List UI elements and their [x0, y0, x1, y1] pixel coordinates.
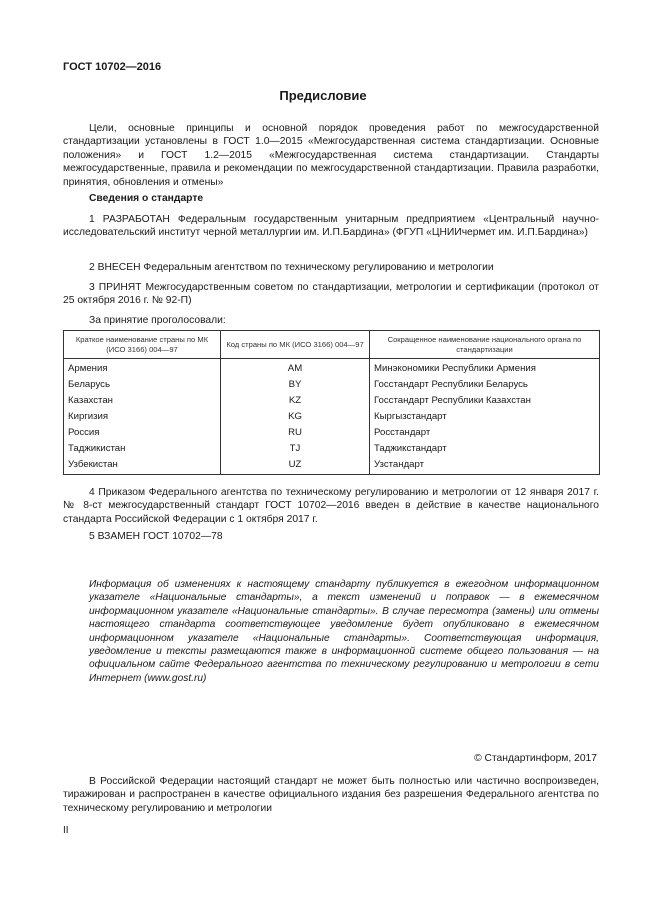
- agency-cell: Росстандарт: [370, 425, 600, 441]
- item-replaces: 5 ВЗАМЕН ГОСТ 10702—78: [89, 531, 223, 542]
- code-cell: TJ: [221, 441, 370, 457]
- item-adopted: 3 ПРИНЯТ Межгосударственным советом по стандартизации, метрологии и сертификации (протокол от 25 октября 2016 г. № 92-П): [63, 282, 599, 307]
- country-cell: Казахстан: [64, 393, 221, 409]
- agency-cell: Кыргызстандарт: [370, 409, 600, 425]
- intro-paragraph: Цели, основные принципы и основной порядок проведения работ по межгосударственной стандартизации установлены в ГОСТ 1.0—2015 «Межгосударственная система стандартизации. Основные положения» и ГОСТ 1.2—2015 «Межгосударственная система стандартизации. Стандарты межгосударственные, правила и рекомендации по межгосударственной стандартизации. Правила разработки, принятия, обновления и отмены»: [63, 123, 599, 188]
- item-enacted: 4 Приказом Федерального агентства по техническому регулированию и метрологии от 12 января 2017 г. № 8-ст межгосударственный стандарт ГОСТ 10702—2016 введен в действие в качестве национального стандарта Российской Федерации с 1 октября 2017 г.: [63, 487, 599, 525]
- info-note: Информация об изменениях к настоящему стандарту публикуется в ежегодном информационном указателе «Национальные стандарты», а текст изменений и поправок — в ежемесячном информационном указателе «Национальные стандарты». В случае пересмотра (замены) или отмены настоящего стандарта соответствующее уведомление будет опубликовано в ежемесячном информационном указателе «Национальные стандарты». Соответствующая информация, уведомление и тексты размещаются также в информационной системе общего пользования — на официальном сайте Федерального агентства по техническому регулированию и метрологии в сети Интернет (www.gost.ru): [89, 579, 599, 684]
- table-row: [64, 409, 600, 425]
- table-row: [64, 393, 600, 409]
- code-cell: AM: [221, 359, 370, 378]
- page-title: Предисловие: [279, 88, 367, 103]
- agency-cell: Госстандарт Республики Казахстан: [370, 393, 600, 409]
- country-cell: Беларусь: [64, 377, 221, 393]
- code-cell: KZ: [221, 393, 370, 409]
- table-header-row: [64, 331, 600, 359]
- country-cell: Россия: [64, 425, 221, 441]
- agency-cell: Госстандарт Республики Беларусь: [370, 377, 600, 393]
- agency-cell: Узстандарт: [370, 457, 600, 475]
- section-subheading: Сведения о стандарте: [89, 193, 204, 204]
- item-developed: 1 РАЗРАБОТАН Федеральным государственным унитарным предприятием «Центральный научно-исследовательский институт черной металлургии им. И.П.Бардина» (ФГУП «ЦНИИчермет им. И.П.Бардина»): [63, 214, 599, 239]
- voting-table: [63, 330, 600, 475]
- footer-note: В Российской Федерации настоящий стандарт не может быть полностью или частично воспроизведен, тиражирован и распространен в качестве официального издания без разрешения Федерального агентства по техническому регулированию и метрологии: [63, 776, 599, 814]
- table-row: [64, 425, 600, 441]
- header-agency: Сокращенное наименование национального органа по стандартизации: [370, 331, 600, 359]
- header-code: Код страны по МК (ИСО 3166) 004—97: [221, 331, 370, 359]
- country-cell: Узбекистан: [64, 457, 221, 475]
- table-row: [64, 441, 600, 457]
- table-row: [64, 377, 600, 393]
- agency-cell: Минэкономики Республики Армения: [370, 359, 600, 378]
- code-cell: RU: [221, 425, 370, 441]
- country-cell: Киргизия: [64, 409, 221, 425]
- code-cell: BY: [221, 377, 370, 393]
- agency-cell: Таджикстандарт: [370, 441, 600, 457]
- table-row: [64, 457, 600, 475]
- code-cell: UZ: [221, 457, 370, 475]
- document-code: ГОСТ 10702—2016: [63, 61, 162, 73]
- country-cell: Таджикистан: [64, 441, 221, 457]
- code-cell: KG: [221, 409, 370, 425]
- page-number: II: [63, 825, 69, 836]
- copyright: © Стандартинформ, 2017: [474, 753, 597, 764]
- item-introduced: 2 ВНЕСЕН Федеральным агентством по техническому регулированию и метрологии: [89, 262, 494, 273]
- table-row: [64, 359, 600, 378]
- voted-label: За принятие проголосовали:: [89, 315, 226, 326]
- country-cell: Армения: [64, 359, 221, 378]
- header-country: Краткое наименование страны по МК (ИСО 3166) 004—97: [64, 331, 221, 359]
